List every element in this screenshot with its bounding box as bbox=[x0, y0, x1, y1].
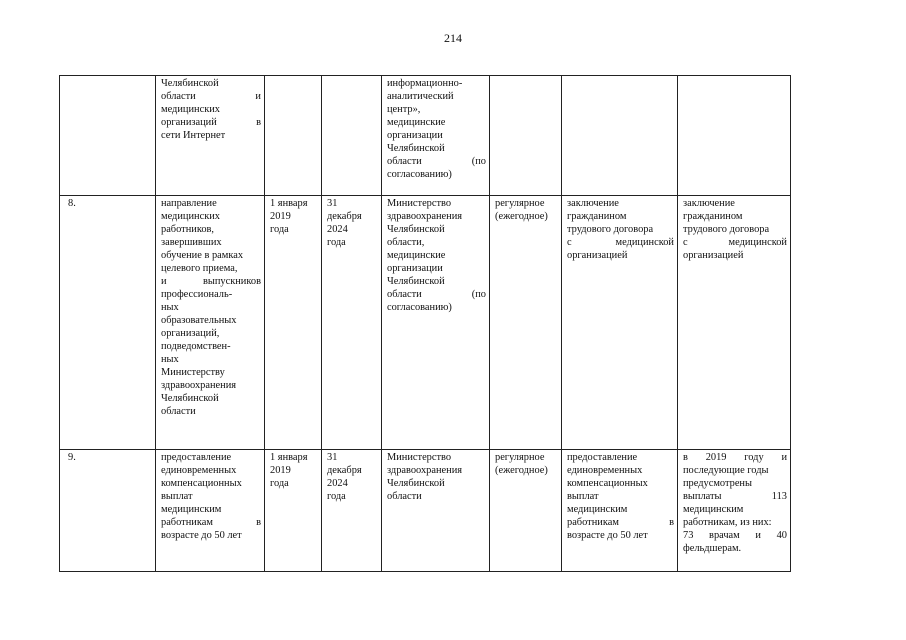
result-text-line: гражданином bbox=[567, 211, 627, 222]
cell-end bbox=[322, 76, 382, 196]
measure-text-line: и выпускников bbox=[161, 276, 261, 287]
executor-text-line: Министерство bbox=[387, 198, 452, 209]
executor-text-line: информационно- bbox=[387, 78, 463, 89]
indicator-text-line: выплаты 113 bbox=[683, 491, 787, 502]
indicator-text-line: гражданином bbox=[683, 211, 743, 222]
measure-text-line: медицинских bbox=[161, 104, 220, 115]
frequency-text-line: (ежегодное) bbox=[495, 211, 548, 222]
executor-text-line: центр», bbox=[387, 104, 421, 115]
end-text-line: 31 bbox=[327, 198, 338, 209]
measure-text-line: единовременных bbox=[161, 465, 237, 476]
result-text-line: единовременных bbox=[567, 465, 643, 476]
executor-text-line: Челябинской bbox=[387, 276, 445, 287]
measure-text-line: ных bbox=[161, 302, 179, 313]
cell-frequency bbox=[490, 196, 562, 450]
table-row bbox=[60, 76, 791, 196]
executor-text-line: организации bbox=[387, 263, 443, 274]
measure-text-line: подведомствен- bbox=[161, 341, 231, 352]
executor-text-line: Челябинской bbox=[387, 478, 445, 489]
result-text-line: организацией bbox=[567, 250, 628, 261]
measure-text-line: выплат bbox=[161, 491, 193, 502]
start-text-line: 1 января bbox=[270, 198, 308, 209]
cell-measure bbox=[156, 76, 265, 196]
executor-text-line: области (по bbox=[387, 156, 486, 167]
indicator-text-line: трудового договора bbox=[683, 224, 770, 235]
cell-measure bbox=[156, 196, 265, 450]
measure-text-line: организаций, bbox=[161, 328, 220, 339]
cell-indicator bbox=[678, 196, 791, 450]
end-text-line: 2024 bbox=[327, 224, 348, 235]
cell-executor bbox=[382, 76, 490, 196]
row-number: 9. bbox=[68, 452, 76, 463]
cell-result bbox=[562, 450, 678, 572]
result-text-line: возрасте до 50 лет bbox=[567, 530, 648, 541]
cell-executor bbox=[382, 196, 490, 450]
measure-text-line: сети Интернет bbox=[161, 130, 226, 141]
table-row bbox=[60, 196, 791, 450]
executor-text-line: Министерство bbox=[387, 452, 452, 463]
indicator-text-line: работникам, из них: bbox=[683, 517, 772, 528]
cell-end bbox=[322, 196, 382, 450]
start-text-line: года bbox=[270, 478, 289, 489]
measure-text-line: возрасте до 50 лет bbox=[161, 530, 242, 541]
cell-executor bbox=[382, 450, 490, 572]
row-number: 8. bbox=[68, 198, 76, 209]
result-text-line: заключение bbox=[567, 198, 619, 209]
end-text-line: года bbox=[327, 237, 346, 248]
table-row bbox=[60, 450, 791, 572]
executor-text-line: Челябинской bbox=[387, 224, 445, 235]
executor-text-line: области, bbox=[387, 237, 425, 248]
start-text-line: 2019 bbox=[270, 465, 291, 476]
cell-frequency bbox=[490, 450, 562, 572]
executor-text-line: Челябинской bbox=[387, 143, 445, 154]
frequency-text-line: (ежегодное) bbox=[495, 465, 548, 476]
indicator-text-line: с медицинской bbox=[683, 237, 787, 248]
table-body bbox=[60, 76, 791, 572]
indicator-text-line: в 2019 году и bbox=[683, 452, 787, 463]
cell-end bbox=[322, 450, 382, 572]
cell-num bbox=[60, 450, 156, 572]
measure-text-line: направление bbox=[161, 198, 217, 209]
result-text-line: предоставление bbox=[567, 452, 638, 463]
measure-text-line: целевого приема, bbox=[161, 263, 238, 274]
cell-start bbox=[265, 196, 322, 450]
executor-text-line: области (по bbox=[387, 289, 486, 300]
measure-text-line: завершивших bbox=[161, 237, 222, 248]
measure-text-line: области bbox=[161, 406, 196, 417]
end-text-line: декабря bbox=[327, 465, 362, 476]
measure-text-line: предоставление bbox=[161, 452, 232, 463]
measure-text-line: ных bbox=[161, 354, 179, 365]
indicator-text-line: организацией bbox=[683, 250, 744, 261]
measure-text-line: работников, bbox=[161, 224, 215, 235]
start-text-line: 1 января bbox=[270, 452, 308, 463]
cell-result bbox=[562, 76, 678, 196]
cell-result bbox=[562, 196, 678, 450]
indicator-text-line: предусмотрены bbox=[683, 478, 752, 489]
end-text-line: 31 bbox=[327, 452, 338, 463]
result-text-line: работникам в bbox=[567, 517, 674, 528]
page-number: 214 bbox=[444, 31, 462, 45]
measure-text-line: организаций в bbox=[161, 117, 261, 128]
executor-text-line: согласованию) bbox=[387, 169, 452, 180]
start-text-line: 2019 bbox=[270, 211, 291, 222]
frequency-text-line: регулярное bbox=[495, 198, 545, 209]
executor-text-line: области bbox=[387, 491, 422, 502]
cell-indicator bbox=[678, 450, 791, 572]
measure-text-line: здравоохранения bbox=[161, 380, 237, 391]
executor-text-line: организации bbox=[387, 130, 443, 141]
measures-table bbox=[59, 75, 791, 572]
cell-frequency bbox=[490, 76, 562, 196]
measure-text-line: области и bbox=[161, 91, 261, 102]
measure-text-line: медицинских bbox=[161, 211, 220, 222]
end-text-line: 2024 bbox=[327, 478, 348, 489]
cell-start bbox=[265, 76, 322, 196]
measure-text-line: Министерству bbox=[161, 367, 225, 378]
cell-measure bbox=[156, 450, 265, 572]
executor-text-line: согласованию) bbox=[387, 302, 452, 313]
cell-num bbox=[60, 196, 156, 450]
end-text-line: декабря bbox=[327, 211, 362, 222]
end-text-line: года bbox=[327, 491, 346, 502]
executor-text-line: здравоохранения bbox=[387, 465, 463, 476]
result-text-line: с медицинской bbox=[567, 237, 674, 248]
executor-text-line: медицинские bbox=[387, 250, 446, 261]
executor-text-line: аналитический bbox=[387, 91, 454, 102]
measure-text-line: Челябинской bbox=[161, 78, 219, 89]
indicator-text-line: заключение bbox=[683, 198, 735, 209]
measure-text-line: компенсационных bbox=[161, 478, 242, 489]
start-text-line: года bbox=[270, 224, 289, 235]
measure-text-line: профессиональ- bbox=[161, 289, 233, 300]
measure-text-line: обучение в рамках bbox=[161, 250, 244, 261]
result-text-line: трудового договора bbox=[567, 224, 654, 235]
cell-num bbox=[60, 76, 156, 196]
measure-text-line: работникам в bbox=[161, 517, 261, 528]
executor-text-line: здравоохранения bbox=[387, 211, 463, 222]
indicator-text-line: последующие годы bbox=[683, 465, 769, 476]
executor-text-line: медицинские bbox=[387, 117, 446, 128]
measure-text-line: медицинским bbox=[161, 504, 222, 515]
result-text-line: медицинским bbox=[567, 504, 628, 515]
indicator-text-line: фельдшерам. bbox=[683, 543, 742, 554]
indicator-text-line: медицинским bbox=[683, 504, 744, 515]
frequency-text-line: регулярное bbox=[495, 452, 545, 463]
cell-indicator bbox=[678, 76, 791, 196]
result-text-line: выплат bbox=[567, 491, 599, 502]
result-text-line: компенсационных bbox=[567, 478, 648, 489]
cell-start bbox=[265, 450, 322, 572]
measure-text-line: Челябинской bbox=[161, 393, 219, 404]
measure-text-line: образовательных bbox=[161, 315, 237, 326]
indicator-text-line: 73 врачам и 40 bbox=[683, 530, 787, 541]
